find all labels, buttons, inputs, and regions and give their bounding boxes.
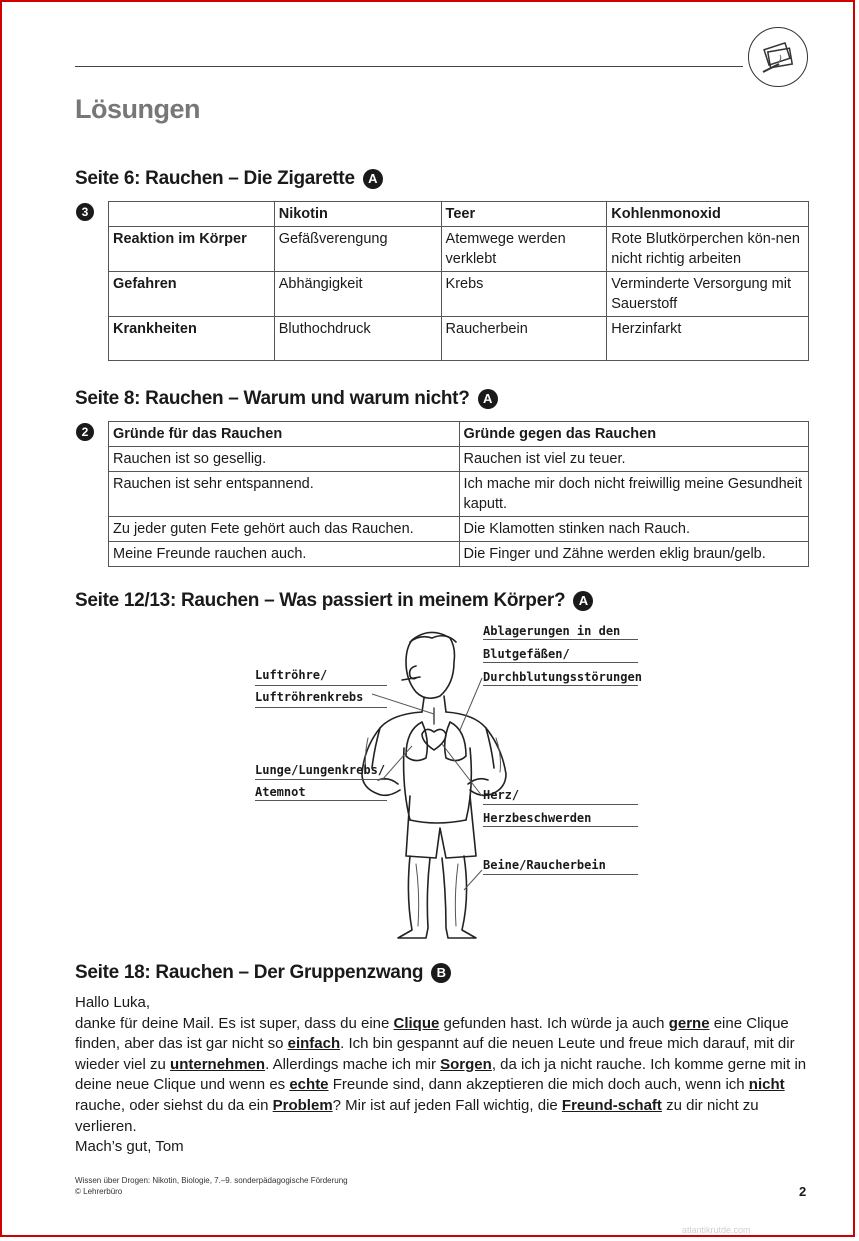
label-luftroehre: Luftröhre/ — [255, 668, 328, 682]
letter-closing: Mach’s gut, Tom — [75, 1138, 184, 1156]
level-badge: A — [363, 169, 383, 189]
row-header-cell: Reaktion im Körper — [109, 227, 275, 272]
answer-word: Problem — [272, 1096, 333, 1114]
label-underline — [255, 685, 387, 686]
label-underline — [483, 685, 638, 686]
table-cell: Verminderte Versorgung mit Sauerstoff — [607, 272, 809, 317]
row-header-cell: Gefahren — [109, 272, 275, 317]
label-atemnot: Atemnot — [255, 785, 306, 799]
label-durchblutung: Durchblutungsstörungen — [483, 670, 642, 684]
header-cell — [109, 202, 275, 227]
answer-word: unternehmen — [170, 1055, 266, 1073]
table-cell: Herzinfarkt — [607, 317, 809, 361]
label-raucherbein: Beine/Raucherbein — [483, 858, 606, 872]
label-underline — [255, 779, 387, 780]
level-badge: A — [478, 389, 498, 409]
section-title-zigarette: Seite 6: Rauchen – Die Zigarette A — [75, 168, 383, 190]
label-underline — [255, 800, 387, 801]
section-title-warum: Seite 8: Rauchen – Warum und warum nicht? A — [75, 388, 498, 410]
table-row — [109, 447, 809, 472]
header-cell: Gründe gegen das Rauchen — [459, 422, 809, 447]
letter-greeting: Hallo Luka, — [75, 994, 151, 1011]
label-underline — [483, 874, 638, 875]
footer-source: Wissen über Drogen: Nikotin, Biologie, 7.–9. sonderpädagogische Förderung — [75, 1176, 348, 1185]
table-cell: Rauchen ist viel zu teuer. — [459, 447, 809, 472]
table-header-row — [109, 202, 809, 227]
header-rule — [75, 66, 743, 67]
label-underline — [483, 826, 638, 827]
answer-word: einfach — [287, 1035, 341, 1053]
table-cell: Raucherbein — [441, 317, 607, 361]
letter-body: danke für deine Mail. Es ist super, dass du eine Clique gefunden hast. Ich würde ja auch gerne eine Clique finden, aber das ist gar nicht so einfach. Ich bin gespannt auf die neuen Leute und freue mich darauf, mit dir wieder viel zu unternehmen. Allerdings mache ich mir Sorgen, da ich ja nicht rauche. Ich komme gerne mit in deine neue Clique und wenn es echte Freunde sind, dann akzeptieren die mich doch auch, wenn ich nicht rauche, oder siehst du da ein Problem? Mir ist auf jeden Fall wichtig, die Freund-schaft zu dir nicht zu verlieren. — [75, 1014, 807, 1135]
table-cell: Gefäßverengung — [274, 227, 441, 272]
table-cell: Ich mache mir doch nicht freiwillig meine Gesundheit kaputt. — [459, 472, 809, 517]
books-cigarette-logo-icon — [748, 27, 808, 87]
reasons-table — [108, 421, 809, 567]
table-cell: Rote Blutkörperchen kön-nen nicht richtig arbeiten — [607, 227, 809, 272]
label-underline — [483, 662, 638, 663]
table-row — [109, 472, 809, 517]
label-luftroehrenkrebs: Luftröhrenkrebs — [255, 690, 364, 704]
smoker-body-figure — [252, 620, 642, 945]
table-cell: Abhängigkeit — [274, 272, 441, 317]
answer-word: nicht — [748, 1076, 785, 1094]
label-ablagerungen: Ablagerungen in den — [483, 624, 621, 638]
section-title-koerper: Seite 12/13: Rauchen – Was passiert in meinem Körper? A — [75, 590, 593, 612]
table-row — [109, 317, 809, 361]
footer — [75, 1175, 348, 1197]
table-cell: Rauchen ist so gesellig. — [109, 447, 460, 472]
table-header-row — [109, 422, 809, 447]
label-herzbeschwerden: Herzbeschwerden — [483, 811, 592, 825]
footer-copyright: © Lehrerbüro — [75, 1187, 123, 1196]
answer-word: Sorgen — [440, 1055, 492, 1073]
table-row — [109, 227, 809, 272]
label-herz: Herz/ — [483, 788, 520, 802]
page-number: 2 — [799, 1184, 807, 1199]
table-row — [109, 272, 809, 317]
table-cell: Die Klamotten stinken nach Rauch. — [459, 517, 809, 542]
answer-word: echte — [289, 1076, 329, 1094]
table-row — [109, 517, 809, 542]
answer-word: Clique — [393, 1014, 440, 1032]
label-blutgefaesse: Blutgefäßen/ — [483, 647, 570, 661]
label-lunge: Lunge/Lungenkrebs/ — [255, 763, 386, 777]
table-cell: Atemwege werden verklebt — [441, 227, 607, 272]
header-cell: Kohlenmonoxid — [607, 202, 809, 227]
page-title: Lösungen — [75, 94, 200, 124]
task-number: 2 — [76, 423, 94, 441]
level-badge: B — [431, 963, 451, 983]
table-cell: Meine Freunde rauchen auch. — [109, 542, 460, 567]
section-title-gruppenzwang: Seite 18: Rauchen – Der Gruppenzwang B — [75, 962, 451, 984]
table-cell: Krebs — [441, 272, 607, 317]
table-cell: Zu jeder guten Fete gehört auch das Rauchen. — [109, 517, 460, 542]
label-underline — [483, 639, 638, 640]
answer-word: Freund-schaft — [561, 1096, 662, 1114]
header-cell: Nikotin — [274, 202, 441, 227]
watermark: atlantikrutde.com — [682, 1225, 751, 1235]
table-cell: Rauchen ist sehr entspannend. — [109, 472, 460, 517]
answer-word: gerne — [668, 1014, 710, 1032]
task-number: 3 — [76, 203, 94, 221]
letter-text — [75, 993, 810, 1158]
row-header-cell: Krankheiten — [109, 317, 275, 361]
label-underline — [255, 707, 387, 708]
header-cell: Gründe für das Rauchen — [109, 422, 460, 447]
label-underline — [483, 804, 638, 805]
header-cell: Teer — [441, 202, 607, 227]
substances-table — [108, 201, 809, 361]
table-cell: Die Finger und Zähne werden eklig braun/gelb. — [459, 542, 809, 567]
level-badge: A — [573, 591, 593, 611]
table-cell: Bluthochdruck — [274, 317, 441, 361]
table-row — [109, 542, 809, 567]
